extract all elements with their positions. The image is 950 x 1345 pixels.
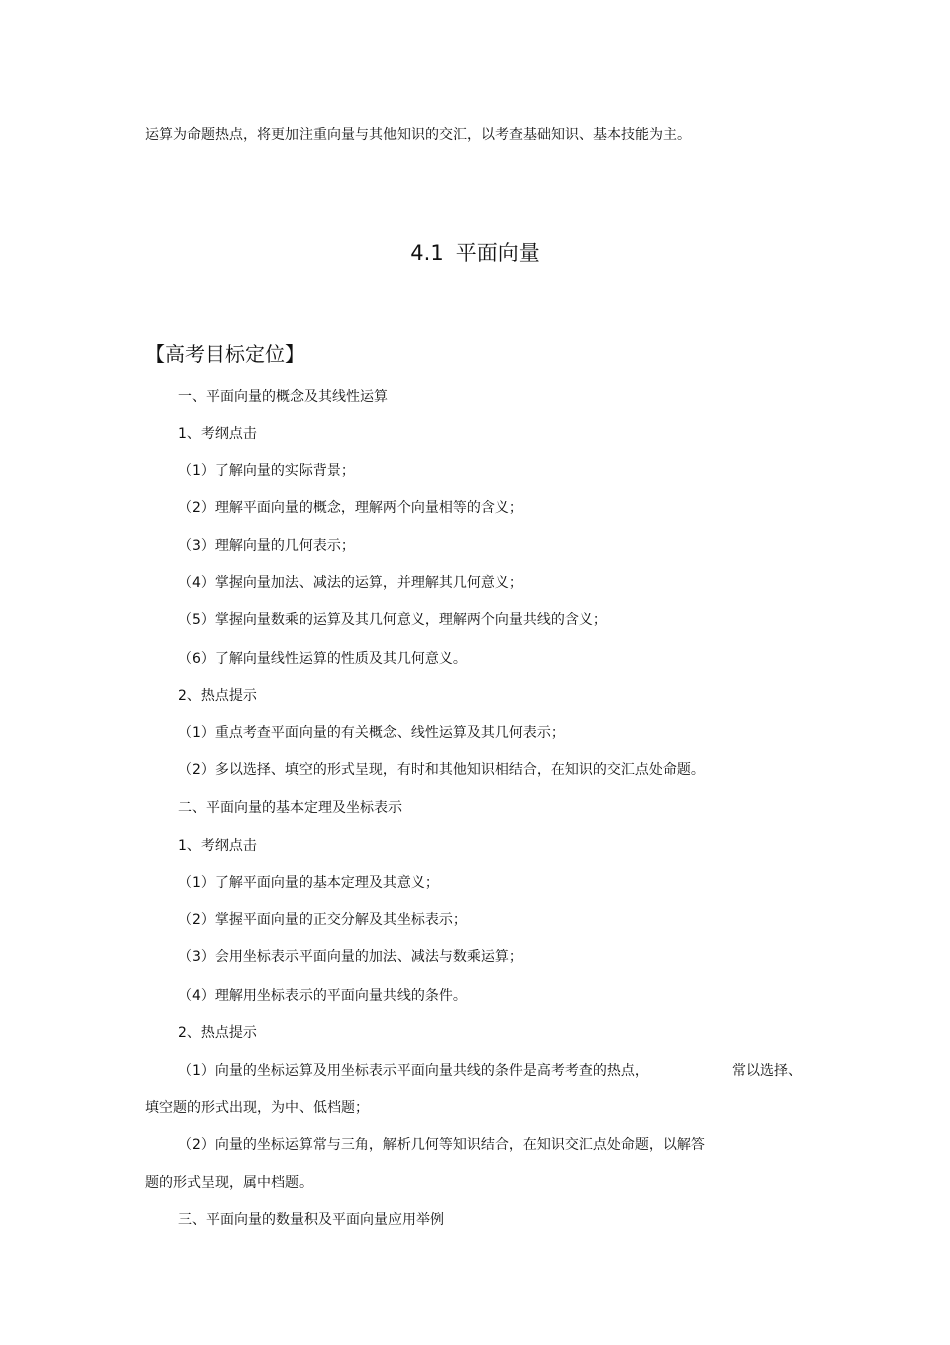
part1-hot-2: （2）多以选择、填空的形式呈现，有时和其他知识相结合，在知识的交汇点处命题。 (178, 762, 705, 778)
part1-item-4: （4）掌握向量加法、减法的运算，并理解其几何意义； (178, 575, 523, 591)
part1-sub1: 1、考纲点击 (178, 426, 257, 442)
part1-title: 一、平面向量的概念及其线性运算 (178, 389, 388, 405)
part2-sub1: 1、考纲点击 (178, 838, 257, 854)
part2-hot-1-end: 常以选择、 (732, 1063, 802, 1079)
part1-item-6: （6）了解向量线性运算的性质及其几何意义。 (178, 651, 467, 667)
part3-title: 三、平面向量的数量积及平面向量应用举例 (178, 1212, 444, 1228)
intro-tail-text: 运算为命题热点，将更加注重向量与其他知识的交汇，以考查基础知识、基本技能为主。 (145, 127, 691, 143)
part2-sub2: 2、热点提示 (178, 1025, 257, 1041)
section-number: 4.1 (410, 241, 444, 265)
part1-item-1: （1）了解向量的实际背景； (178, 463, 355, 479)
part2-hot-1-continued: 填空题的形式出现，为中、低档题； (145, 1100, 369, 1116)
part1-hot-1: （1）重点考查平面向量的有关概念、线性运算及其几何表示； (178, 725, 565, 741)
part1-item-3: （3）理解向量的几何表示； (178, 538, 355, 554)
part2-item-1: （1）了解平面向量的基本定理及其意义； (178, 875, 439, 891)
part2-hot-2-continued: 题的形式呈现，属中档题。 (145, 1175, 313, 1191)
part1-item-2: （2）理解平面向量的概念，理解两个向量相等的含义； (178, 500, 523, 516)
part1-sub2: 2、热点提示 (178, 688, 257, 704)
part2-item-4: （4）理解用坐标表示的平面向量共线的条件。 (178, 988, 467, 1004)
part2-hot-1-start: （1）向量的坐标运算及用坐标表示平面向量共线的条件是高考考查的热点， (178, 1063, 649, 1079)
part2-item-2: （2）掌握平面向量的正交分解及其坐标表示； (178, 912, 467, 928)
part1-item-5: （5）掌握向量数乘的运算及其几何意义，理解两个向量共线的含义； (178, 612, 607, 628)
part2-title: 二、平面向量的基本定理及坐标表示 (178, 800, 402, 816)
target-heading: 【高考目标定位】 (145, 342, 305, 366)
section-name: 平面向量 (455, 241, 540, 265)
part2-item-3: （3）会用坐标表示平面向量的加法、减法与数乘运算； (178, 949, 523, 965)
section-title (0, 240, 950, 266)
part2-hot-2-start: （2）向量的坐标运算常与三角，解析几何等知识结合，在知识交汇点处命题，以解答 (178, 1137, 705, 1153)
